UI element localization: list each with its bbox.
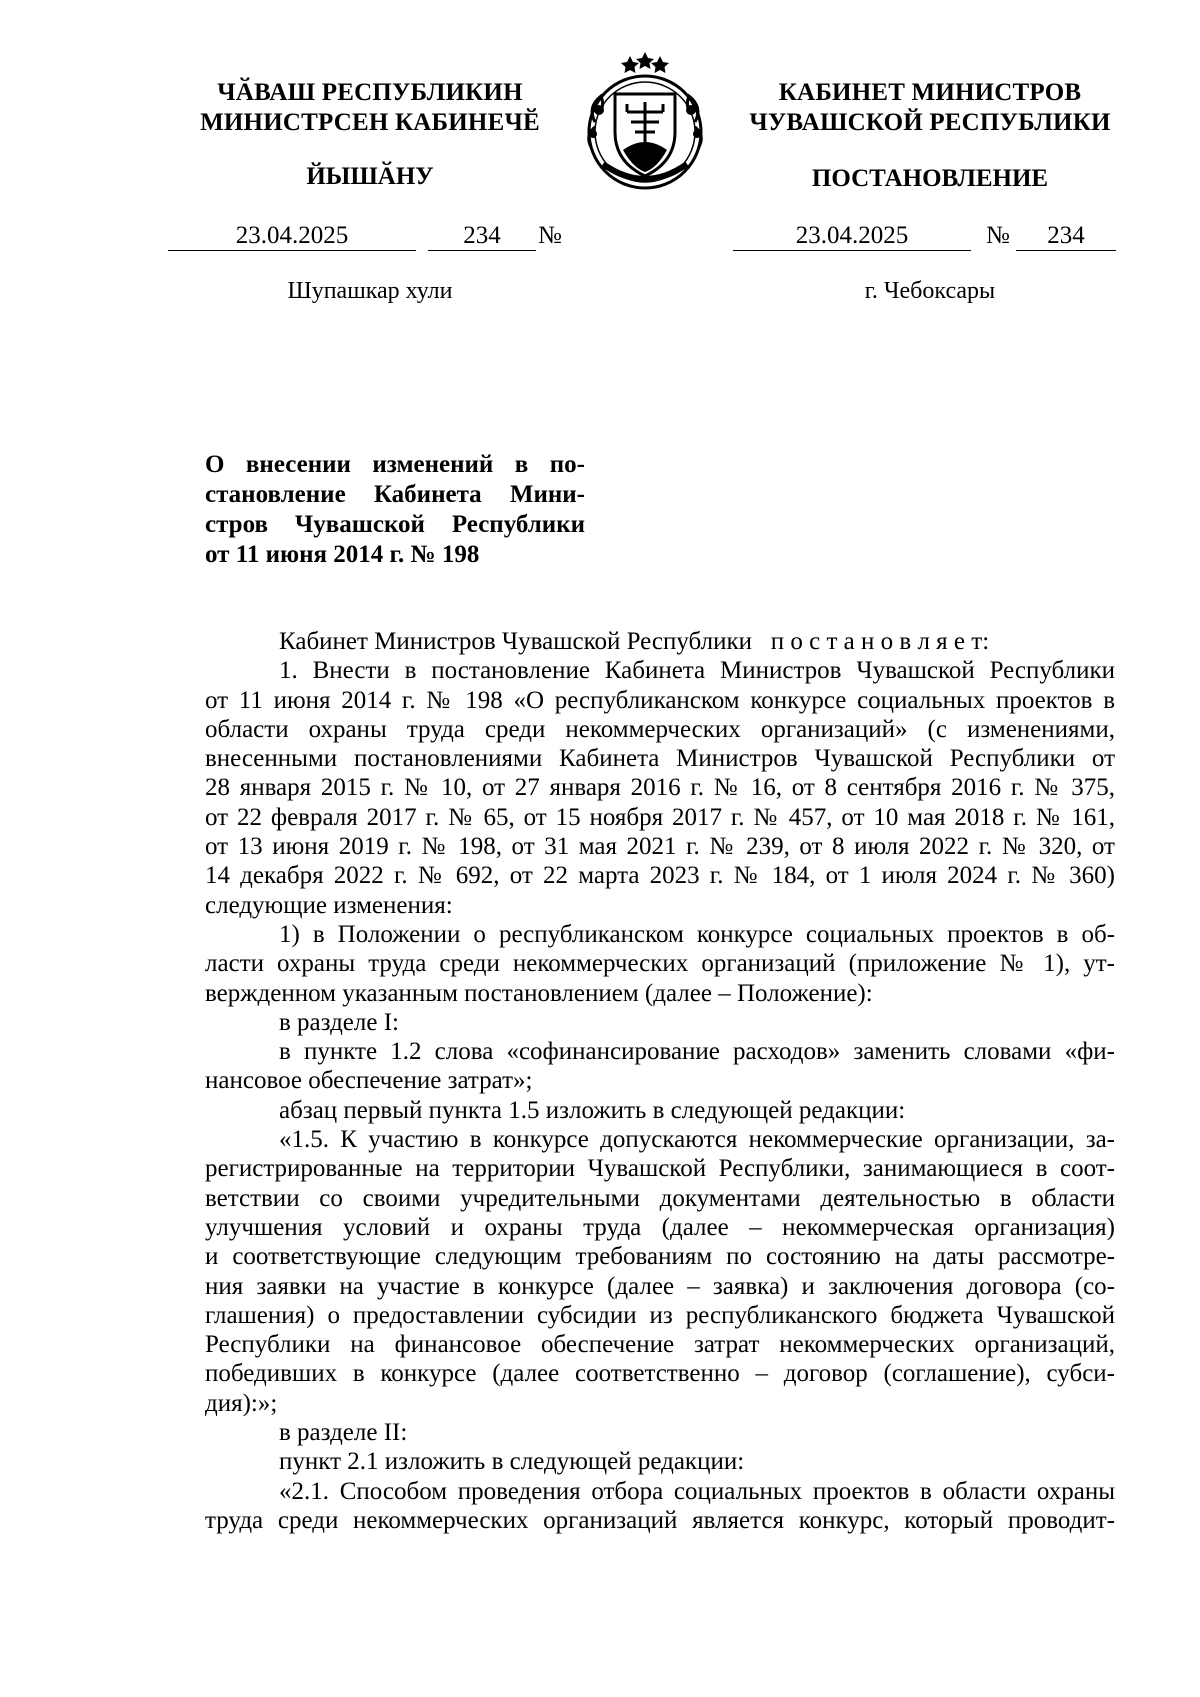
preamble-text: Кабинет Министров Чувашской Республики	[279, 628, 753, 655]
body-line-4: внесенными постановлениями Кабинета Министров Чувашской Республики от	[205, 745, 1115, 773]
doctype-left: ЙЫШӐНУ	[306, 163, 434, 190]
body-line-29: «2.1. Способом проведения отбора социальных проектов в области охраны	[279, 1477, 1115, 1505]
body-line-14: в пункте 1.2 слова «софинансирование расходов» заменить словами «фи-	[279, 1038, 1115, 1066]
body-line-18: регистрированные на территории Чувашской Республики, занимающиеся в соот-	[205, 1155, 1115, 1183]
title-line-3: стров Чувашской Республики	[205, 511, 585, 538]
registration-right	[600, 222, 1200, 254]
body-line-20: улучшения условий и охраны труда (далее – некоммерческая организация)	[205, 1213, 1115, 1241]
document-body	[205, 627, 1115, 1535]
place-right: г. Чебоксары	[864, 278, 996, 304]
body-line-27: в разделе II:	[279, 1419, 408, 1447]
body-line-12: вержденном указанным постановлением (далее – Положение):	[205, 979, 873, 1007]
body-line-10: 1) в Положении о республиканском конкурсе социальных проектов в об-	[279, 920, 1115, 948]
body-line-2: от 11 июня 2014 г. № 198 «О республиканском конкурсе социальных проектов в	[205, 686, 1115, 714]
registration-right-number-sign: №	[986, 222, 1010, 249]
body-line-24: Республики на финансовое обеспечение затрат некоммерческих организаций,	[205, 1331, 1115, 1359]
body-line-25: победивших в конкурсе (далее соответственно – договор (соглашение), субси-	[205, 1360, 1115, 1388]
header-left-chuvash	[165, 78, 575, 138]
body-line-9: следующие изменения:	[205, 891, 453, 919]
body-line-30: труда среди некоммерческих организаций является конкурс, который проводит-	[205, 1506, 1115, 1534]
body-line-5: 28 января 2015 г. № 10, от 27 января 2016 г. № 16, от 8 сентября 2016 г. № 375,	[205, 774, 1115, 802]
body-line-3: области охраны труда среди некоммерческих организаций» (с изменениями,	[205, 715, 1115, 743]
body-line-22: ния заявки на участие в конкурсе (далее – заявка) и заключения договора (со-	[205, 1272, 1115, 1300]
header-right-line-1: КАБИНЕТ МИНИСТРОВ	[778, 79, 1082, 106]
preamble-verb: п о с т а н о в л я е т:	[770, 628, 990, 655]
doctype-right: ПОСТАНОВЛЕНИЕ	[811, 165, 1049, 192]
chuvash-coat-of-arms-icon	[575, 52, 715, 192]
body-line-8: 14 декабря 2022 г. № 692, от 22 марта 2023 г. № 184, от 1 июля 2024 г. № 360)	[205, 862, 1115, 890]
body-line-11: ласти охраны труда среди некоммерческих организаций (приложение № 1), ут-	[205, 950, 1115, 978]
document-title	[205, 450, 585, 570]
body-line-26: дия):»;	[205, 1389, 278, 1417]
body-line-23: глашения) о предоставлении субсидии из республиканского бюджета Чувашской	[205, 1301, 1115, 1329]
body-line-15: нансовое обеспечение затрат»;	[205, 1067, 533, 1095]
title-line-4: от 11 июня 2014 г. № 198	[205, 541, 480, 568]
registration-left	[0, 222, 600, 254]
body-line-13: в разделе I:	[279, 1008, 399, 1036]
body-line-7: от 13 июня 2019 г. № 198, от 31 мая 2021 г. № 239, от 8 июля 2022 г. № 320, от	[205, 833, 1115, 861]
place-left: Шупашкар хули	[287, 278, 453, 304]
header-left-line-1: ЧӐВАШ РЕСПУБЛИКИН	[217, 79, 523, 106]
title-line-2: становление Кабинета Мини-	[205, 481, 585, 508]
registration-left-number: 234	[428, 222, 536, 251]
body-line-17: «1.5. К участию в конкурсе допускаются некоммерческие организации, за-	[279, 1126, 1115, 1154]
body-line-19: ветствии со своими учредительными документами деятельностью в области	[205, 1184, 1115, 1212]
registration-left-date: 23.04.2025	[168, 222, 416, 251]
registration-right-date: 23.04.2025	[733, 222, 971, 251]
body-line-28: пункт 2.1 изложить в следующей редакции:	[279, 1448, 745, 1476]
header-right-russian	[730, 78, 1130, 138]
body-preamble	[205, 627, 1115, 656]
header-right-line-2: ЧУВАШСКОЙ РЕСПУБЛИКИ	[749, 109, 1111, 136]
registration-right-number: 234	[1016, 222, 1116, 251]
header-left-line-2: МИНИСТРСЕН КАБИНЕЧӖ	[200, 109, 540, 136]
registration-left-number-sign: №	[538, 222, 562, 249]
body-line-1: 1. Внести в постановление Кабинета Министров Чувашской Республики	[279, 657, 1115, 685]
title-line-1: О внесении изменений в по-	[205, 451, 585, 478]
body-line-21: и соответствующие следующим требованиям по состоянию на даты рассмотре-	[205, 1243, 1115, 1271]
body-line-16: абзац первый пункта 1.5 изложить в следующей редакции:	[279, 1096, 906, 1124]
body-line-6: от 22 февраля 2017 г. № 65, от 15 ноября 2017 г. № 457, от 10 мая 2018 г. № 161,	[205, 803, 1115, 831]
